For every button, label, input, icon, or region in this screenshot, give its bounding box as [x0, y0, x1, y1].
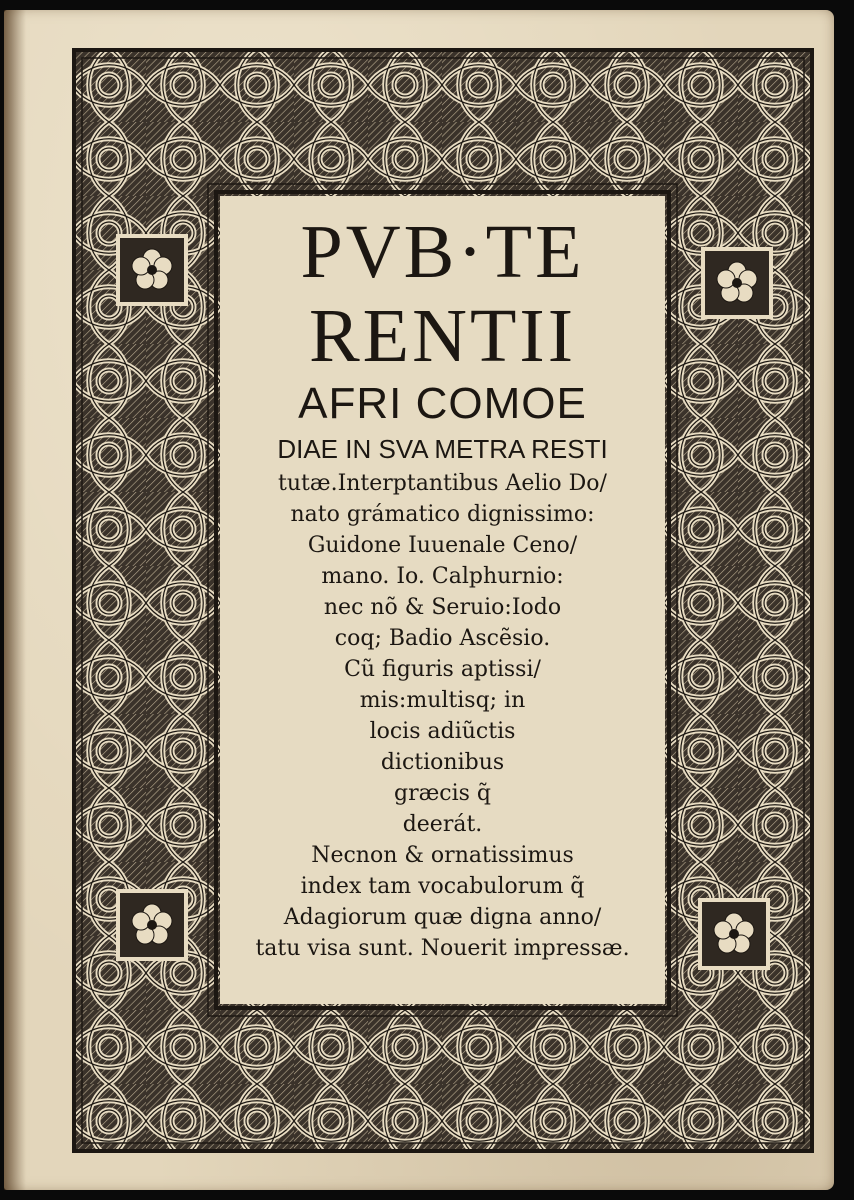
text-line: græcis q̃ — [393, 781, 491, 806]
text-line: locis adiũctis — [369, 719, 516, 744]
rosette-ornament — [700, 900, 768, 968]
text-line: tatu visa sunt. Nouerit impressæ. — [255, 936, 630, 961]
title-text-block — [220, 210, 665, 964]
text-line: Guidone Iuuenale Ceno/ — [307, 533, 578, 558]
title-line: PVB·TE — [300, 210, 585, 294]
rosette-ornament — [703, 249, 771, 317]
text-line: tutæ.Interptantibus Aelio Do/ — [278, 471, 607, 496]
text-line: dictionibus — [380, 750, 505, 775]
text-line: Cũ figuris aptissi/ — [344, 657, 541, 682]
text-line: nato grámatico dignissimo: — [290, 502, 595, 527]
page-gutter-shadow — [4, 10, 26, 1190]
text-line: mis:multisq; in — [359, 688, 526, 713]
text-line: deerát. — [402, 812, 483, 837]
title-panel — [220, 196, 665, 1004]
text-line: mano. Io. Calphurnio: — [321, 564, 564, 589]
text-line: index tam vocabulorum q̃ — [300, 874, 585, 899]
text-line: nec nõ & Seruio:Iodo — [323, 595, 562, 620]
text-line: coq; Badio Ascẽsio. — [334, 626, 551, 651]
text-line: Necnon & ornatissimus — [311, 843, 574, 868]
rosette-ornament — [118, 891, 186, 959]
title-line: AFRI COMOE — [298, 379, 587, 428]
title-line: DIAE IN SVA METRA RESTI — [277, 434, 608, 464]
text-line: Adagiorum quæ digna anno/ — [283, 905, 602, 930]
rosette-ornament — [118, 236, 186, 304]
title-line: RENTII — [308, 294, 577, 378]
